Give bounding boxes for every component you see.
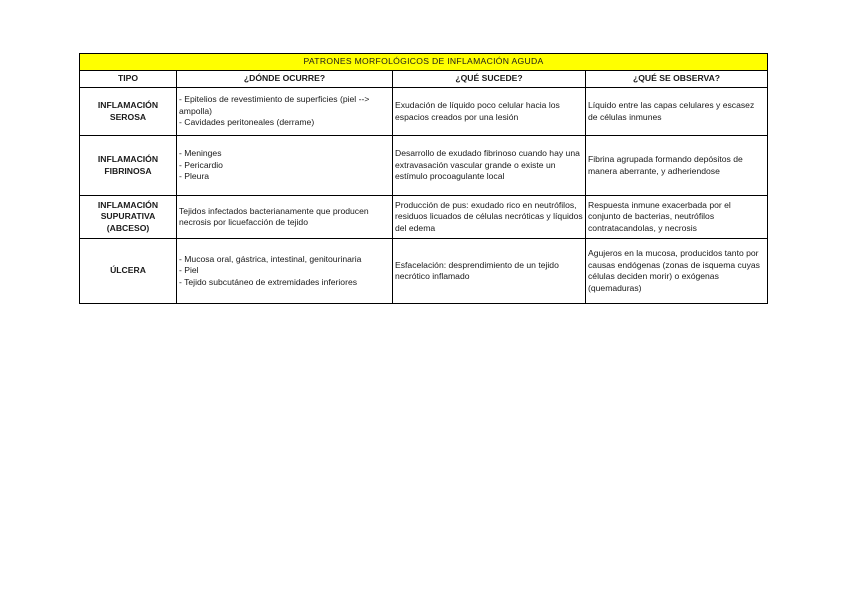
sucede-cell: Desarrollo de exudado fibrinoso cuando hay una extravasación vascular grande o existe un estímulo procoagulante local — [393, 136, 586, 196]
donde-line: - Piel — [179, 265, 199, 276]
donde-line: Tejidos infectados bacterianamente que producen necrosis por licuefacción de tejido — [179, 205, 369, 227]
table-title-row — [80, 54, 768, 71]
tipo-cell — [80, 88, 177, 136]
tipo-line: (ABCESO) — [106, 222, 150, 233]
header-tipo: TIPO — [80, 71, 177, 88]
table-header-row — [80, 71, 768, 88]
tipo-line: SUPURATIVA — [100, 211, 156, 222]
header-que-se-observa: ¿QUÉ SE OBSERVA? — [586, 71, 768, 88]
sucede-cell: Producción de pus: exudado rico en neutrófilos, residuos licuados de células necróticas y líquidos del edema — [393, 196, 586, 239]
tipo-line: INFLAMACIÓN — [97, 100, 159, 110]
tipo-line: INFLAMACIÓN — [97, 199, 159, 210]
inflammation-patterns-table — [79, 53, 768, 304]
donde-line: - Tejido subcutáneo de extremidades inferiores — [179, 276, 358, 287]
tipo-line: INFLAMACIÓN — [97, 154, 159, 164]
observa-cell: Líquido entre las capas celulares y escasez de células inmunes — [586, 88, 768, 136]
table-row — [80, 239, 768, 304]
sucede-cell: Esfacelación: desprendimiento de un tejido necrótico inflamado — [393, 239, 586, 304]
tipo-cell — [80, 196, 177, 239]
header-donde-ocurre: ¿DÓNDE OCURRE? — [177, 71, 393, 88]
tipo-cell — [80, 136, 177, 196]
donde-line: - Mucosa oral, gástrica, intestinal, genitourinaria — [179, 253, 362, 264]
donde-line: - Pericardio — [179, 159, 223, 170]
donde-cell — [177, 196, 393, 239]
table-title: PATRONES MORFOLÓGICOS DE INFLAMACIÓN AGUDA — [80, 54, 768, 71]
donde-line: - Epitelios de revestimiento de superficies (piel --> ampolla) — [179, 94, 370, 116]
tipo-line: SEROSA — [109, 111, 147, 122]
tipo-line: FIBRINOSA — [104, 165, 152, 176]
donde-cell — [177, 136, 393, 196]
observa-cell: Respuesta inmune exacerbada por el conjunto de bacterias, neutrófilos contratacandolas, y necrosis — [586, 196, 768, 239]
table-row — [80, 136, 768, 196]
donde-cell — [177, 239, 393, 304]
table-row — [80, 88, 768, 136]
donde-cell — [177, 88, 393, 136]
donde-line: - Meninges — [179, 148, 222, 159]
header-que-sucede: ¿QUÉ SUCEDE? — [393, 71, 586, 88]
sucede-cell: Exudación de líquido poco celular hacia los espacios creados por una lesión — [393, 88, 586, 136]
observa-cell: Fibrina agrupada formando depósitos de manera aberrante, y adheriendose — [586, 136, 768, 196]
donde-line: - Pleura — [179, 171, 210, 182]
tipo-line: ÚLCERA — [110, 265, 146, 276]
observa-cell: Agujeros en la mucosa, producidos tanto por causas endógenas (zonas de isquema cuyas células deciden morir) o exógenas (quemaduras) — [586, 239, 768, 304]
table-row — [80, 196, 768, 239]
tipo-cell — [80, 239, 177, 304]
donde-line: - Cavidades peritoneales (derrame) — [179, 117, 315, 128]
